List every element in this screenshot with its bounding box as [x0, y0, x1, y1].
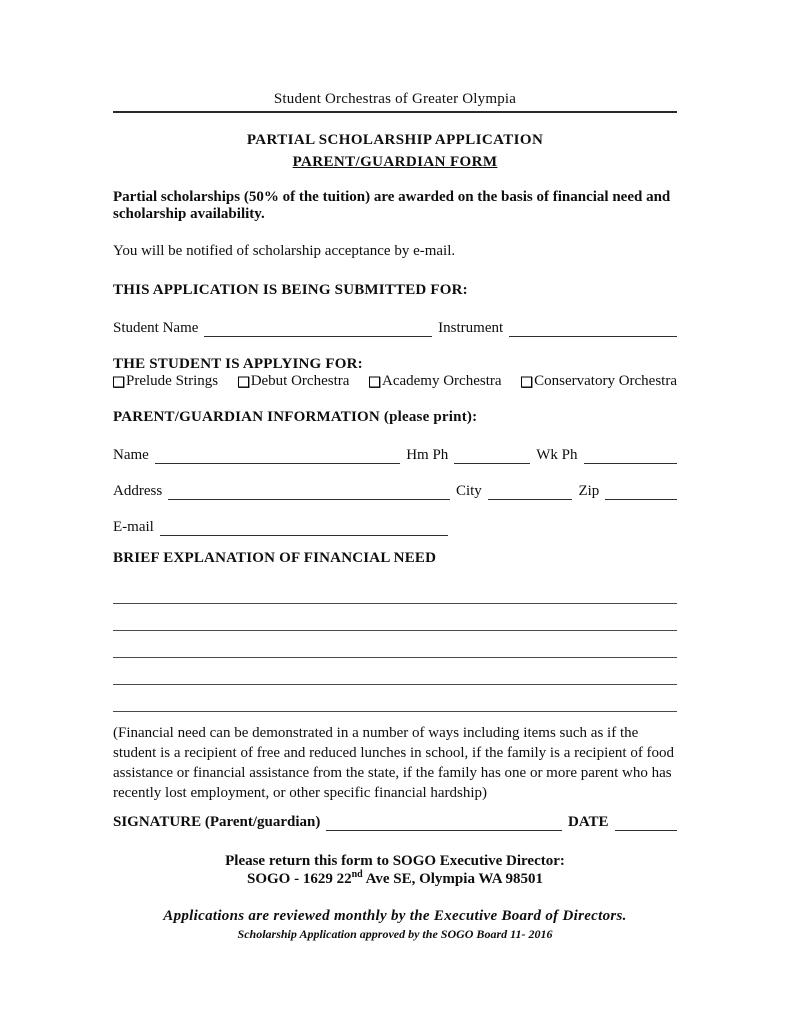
award-basis-paragraph: Partial scholarships (50% of the tuition) are awarded on the basis of financial need and scholarship availability.: [113, 189, 671, 222]
address-label: Address: [113, 483, 163, 499]
checkbox-academy-orchestra[interactable]: [369, 373, 502, 389]
home-phone-label: Hm Ph: [406, 447, 449, 463]
applying-for-heading: THE STUDENT IS APPLYING FOR:: [113, 356, 363, 372]
instrument-label: Instrument: [438, 320, 504, 336]
date-label: DATE: [567, 814, 609, 830]
zip-field[interactable]: [605, 483, 677, 500]
work-phone-field[interactable]: [584, 447, 677, 464]
signature-field[interactable]: [326, 814, 562, 831]
write-in-line[interactable]: [113, 604, 677, 631]
checkbox-label: Prelude Strings: [126, 373, 219, 389]
checkbox-label: Debut Orchestra: [250, 373, 350, 389]
org-name: Student Orchestras of Greater Olympia: [273, 91, 517, 107]
zip-label: Zip: [578, 483, 600, 499]
submitted-for-heading: THIS APPLICATION IS BEING SUBMITTED FOR:: [113, 282, 468, 298]
return-address: [113, 870, 677, 888]
checkbox-conservatory-orchestra[interactable]: [521, 373, 677, 389]
review-note: Applications are reviewed monthly by the Executive Board of Directors.: [163, 908, 627, 924]
header-rule: [113, 111, 677, 113]
ordinal-suffix: nd: [351, 869, 363, 880]
financial-need-note: (Financial need can be demonstrated in a number of ways including items such as if the student is a recipient of free and reduced lunches in school, if the family is a recipient of food assistance or financial assistance from the state, if the family has one or more parent who has recently lost employment, or other specific financial hardship): [113, 725, 675, 801]
doc-subtitle: PARENT/GUARDIAN FORM: [292, 154, 498, 170]
notification-paragraph: You will be notified of scholarship acceptance by e-mail.: [113, 243, 456, 259]
signature-label: SIGNATURE (Parent/guardian): [113, 814, 321, 830]
checkbox-icon[interactable]: [238, 376, 249, 387]
write-in-line[interactable]: [113, 685, 677, 712]
checkbox-prelude-strings[interactable]: [113, 373, 218, 389]
approval-note: Scholarship Application approved by the SOGO Board 11- 2016: [237, 927, 553, 941]
checkbox-icon[interactable]: [521, 376, 532, 387]
return-address-pre: SOGO - 1629 22: [246, 871, 352, 887]
name-label: Name: [113, 447, 149, 463]
return-instructions: [113, 852, 677, 888]
address-field[interactable]: [168, 483, 450, 500]
city-field[interactable]: [488, 483, 573, 500]
email-row: [113, 518, 677, 536]
checkbox-debut-orchestra[interactable]: [238, 373, 350, 389]
return-address-post: Ave SE, Olympia WA 98501: [362, 871, 544, 887]
address-row: [113, 482, 677, 500]
email-field[interactable]: [160, 519, 448, 536]
date-field[interactable]: [615, 814, 677, 831]
write-in-line[interactable]: [113, 577, 677, 604]
write-in-line[interactable]: [113, 658, 677, 685]
checkbox-icon[interactable]: [113, 376, 124, 387]
write-in-line[interactable]: [113, 631, 677, 658]
student-name-label: Student Name: [113, 320, 199, 336]
signature-row: [113, 813, 677, 831]
financial-need-heading: BRIEF EXPLANATION OF FINANCIAL NEED: [113, 550, 437, 566]
checkbox-icon[interactable]: [369, 376, 380, 387]
orchestra-checkbox-row: [113, 373, 677, 389]
parent-name-field[interactable]: [155, 447, 400, 464]
checkbox-label: Conservatory Orchestra: [534, 373, 677, 389]
work-phone-label: Wk Ph: [536, 447, 578, 463]
email-label: E-mail: [113, 519, 154, 535]
home-phone-field[interactable]: [454, 447, 530, 464]
city-label: City: [455, 483, 482, 499]
return-line1: Please return this form to SOGO Executive Director:: [225, 853, 565, 869]
student-row: [113, 319, 677, 337]
parent-info-heading: PARENT/GUARDIAN INFORMATION (please print):: [113, 409, 478, 425]
student-name-field[interactable]: [204, 320, 432, 337]
doc-title: PARTIAL SCHOLARSHIP APPLICATION: [246, 132, 544, 148]
financial-need-write-area: [113, 577, 677, 712]
checkbox-label: Academy Orchestra: [382, 373, 502, 389]
parent-name-row: [113, 446, 677, 464]
instrument-field[interactable]: [509, 320, 677, 337]
